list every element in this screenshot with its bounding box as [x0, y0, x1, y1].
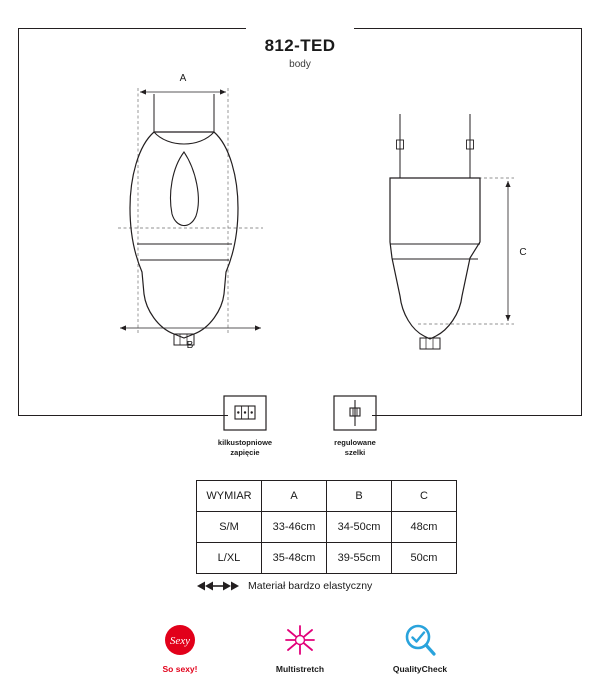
svg-text:Sexy: Sexy	[169, 635, 191, 647]
elasticity-note	[196, 580, 372, 592]
table-cell-b: 39-55cm	[327, 543, 392, 574]
page-subtitle: body	[289, 59, 311, 70]
svg-text:C: C	[519, 247, 527, 258]
table-cell-size: S/M	[197, 512, 262, 543]
quality-badges	[0, 620, 600, 674]
table-cell-b: 34-50cm	[327, 512, 392, 543]
table-header-row	[197, 481, 457, 512]
multistretch-icon	[280, 620, 320, 660]
svg-text:A: A	[179, 73, 187, 84]
table-cell-a: 35-48cm	[262, 543, 327, 574]
table-row	[197, 543, 457, 574]
double-arrow-icon	[196, 580, 240, 592]
table-cell-a: 33-46cm	[262, 512, 327, 543]
table-row	[197, 512, 457, 543]
technical-drawing	[18, 28, 582, 416]
feature-caption-line2: zapięcie	[230, 448, 260, 458]
svg-text:B: B	[186, 340, 194, 351]
size-table	[196, 480, 457, 574]
table-cell-size: L/XL	[197, 543, 262, 574]
feature-caption	[313, 438, 397, 458]
feature-icons	[0, 395, 600, 458]
table-header-cell: A	[262, 481, 327, 512]
elasticity-text: Materiał bardzo elastyczny	[248, 580, 373, 592]
table-cell-c: 50cm	[392, 543, 457, 574]
table-cell-c: 48cm	[392, 512, 457, 543]
feature-caption	[203, 438, 287, 458]
snap-closure-icon	[223, 395, 267, 431]
feature-item	[313, 395, 397, 458]
so-sexy-icon	[160, 620, 200, 660]
badge-qualitycheck	[377, 620, 463, 674]
badge-so-sexy	[137, 620, 223, 674]
feature-caption-line1: regulowane	[334, 438, 376, 447]
page-title: 812-TED	[264, 36, 336, 55]
qualitycheck-icon	[400, 620, 440, 660]
adjustable-straps-icon	[333, 395, 377, 431]
badge-label: Multistretch	[275, 664, 325, 674]
feature-caption-line2: szelki	[344, 448, 366, 458]
feature-item	[203, 395, 287, 458]
table-header-cell: WYMIAR	[197, 481, 262, 512]
badge-label: So sexy!	[162, 664, 198, 674]
feature-caption-line1: kilkustopniowe	[217, 438, 273, 447]
badge-label: QualityCheck	[392, 664, 448, 674]
badge-multistretch	[257, 620, 343, 674]
table-header-cell: B	[327, 481, 392, 512]
table-header-cell: C	[392, 481, 457, 512]
